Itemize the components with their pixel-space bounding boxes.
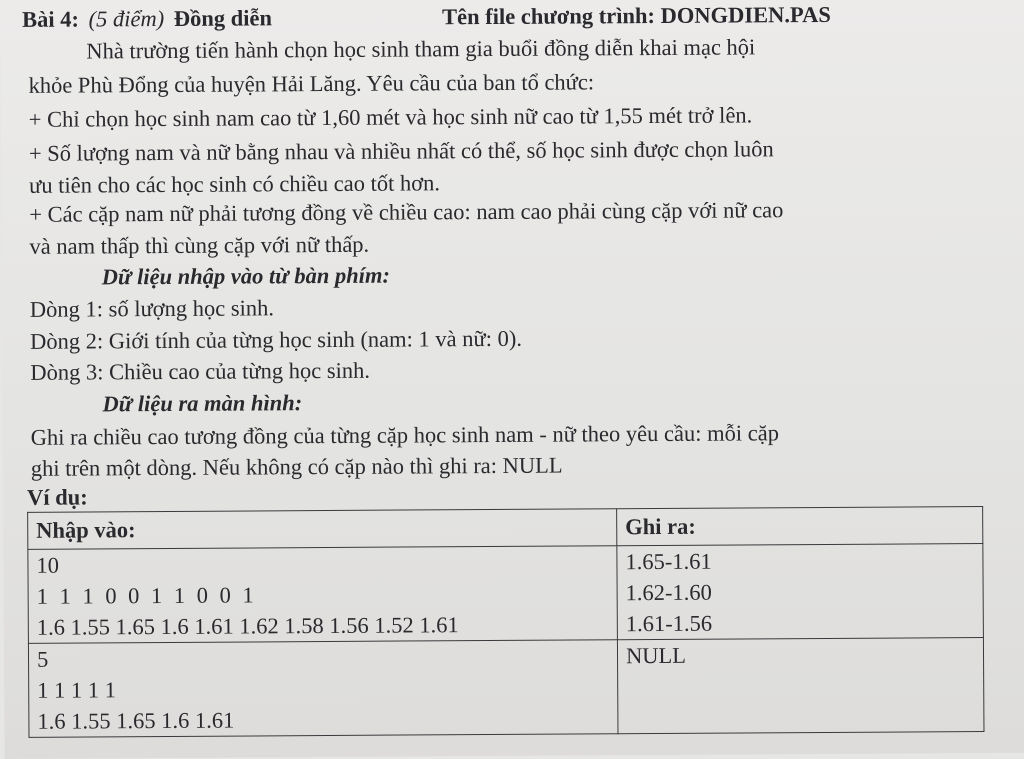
problem-number: Bài 4: xyxy=(22,6,80,32)
rule-3-line-1: + Các cặp nam nữ phải tương đồng về chiều cao: nam cao phải cùng cặp với nữ cao xyxy=(29,197,784,227)
case-1-input xyxy=(28,546,618,644)
intro-line-1: Nhà trường tiến hành chọn học sinh tham gia buổi đồng diễn khai mạc hội xyxy=(86,34,756,64)
input-header: Nhập vào: xyxy=(36,517,136,543)
intro-line-2: khỏe Phù Đổng của huyện Hải Lăng. Yêu cầu của ban tổ chức: xyxy=(28,69,595,98)
case-1-output-line-1: 1.65-1.61 xyxy=(625,548,712,575)
program-filename: Tên file chương trình: DONGDIEN.PAS xyxy=(442,1,831,30)
case-2-input xyxy=(28,640,618,738)
case-2-input-line-1: 5 xyxy=(36,646,49,672)
case-2-output xyxy=(617,638,984,734)
rule-2-line-1: + Số lượng nam và nữ bằng nhau và nhiều nhất có thể, số học sinh được chọn luôn xyxy=(28,136,774,166)
output-line-1: Ghi ra chiều cao tương đồng của từng cặp học sinh nam - nữ theo yêu cầu: mỗi cặp xyxy=(30,420,779,450)
example-label: Ví dụ: xyxy=(26,484,88,510)
case-1-input-line-2: 1 1 1 0 0 1 1 0 0 1 xyxy=(36,582,254,609)
example-case-row xyxy=(28,638,984,738)
output-header-cell xyxy=(617,507,983,546)
input-header-cell xyxy=(28,509,617,550)
example-header-row xyxy=(28,507,983,550)
output-line-2: ghi trên một dòng. Nếu không có cặp nào thì ghi ra: NULL xyxy=(30,452,563,481)
rule-2-line-2: ưu tiên cho các học sinh có chiều cao tốt hơn. xyxy=(29,170,441,198)
problem-points: (5 điểm) xyxy=(88,5,165,32)
case-2-output-line-1: NULL xyxy=(625,642,687,669)
case-2-input-line-2: 1 1 1 1 1 xyxy=(37,677,117,703)
input-line-3: Dòng 3: Chiều cao của từng học sinh. xyxy=(30,357,370,385)
case-1-input-line-3: 1.6 1.55 1.65 1.6 1.61 1.62 1.58 1.56 1.52 1.61 xyxy=(36,612,459,640)
input-line-2: Dòng 2: Giới tính của từng học sinh (nam: 1 và nữ: 0). xyxy=(30,325,523,354)
problem-title xyxy=(22,0,1012,34)
case-1-output-line-3: 1.61-1.56 xyxy=(625,610,713,637)
output-heading: Dữ liệu ra màn hình: xyxy=(102,390,303,417)
example-case-row xyxy=(28,544,984,644)
rule-3-line-2: và nam thấp thì cùng cặp với nữ thấp. xyxy=(29,231,370,259)
input-heading: Dữ liệu nhập vào từ bàn phím: xyxy=(101,262,391,290)
rule-1: + Chỉ chọn học sinh nam cao từ 1,60 mét và học sinh nữ cao từ 1,55 mét trở lên. xyxy=(28,102,753,132)
problem-name: Đồng diễn xyxy=(173,5,273,31)
case-1-input-line-1: 10 xyxy=(36,552,60,578)
case-1-output xyxy=(617,544,984,640)
case-2-input-line-3: 1.6 1.55 1.65 1.6 1.61 xyxy=(37,707,235,734)
input-line-1: Dòng 1: số lượng học sinh. xyxy=(29,295,275,322)
output-header: Ghi ra: xyxy=(625,513,696,540)
case-1-output-line-2: 1.62-1.60 xyxy=(625,579,712,606)
example-table xyxy=(27,506,984,738)
